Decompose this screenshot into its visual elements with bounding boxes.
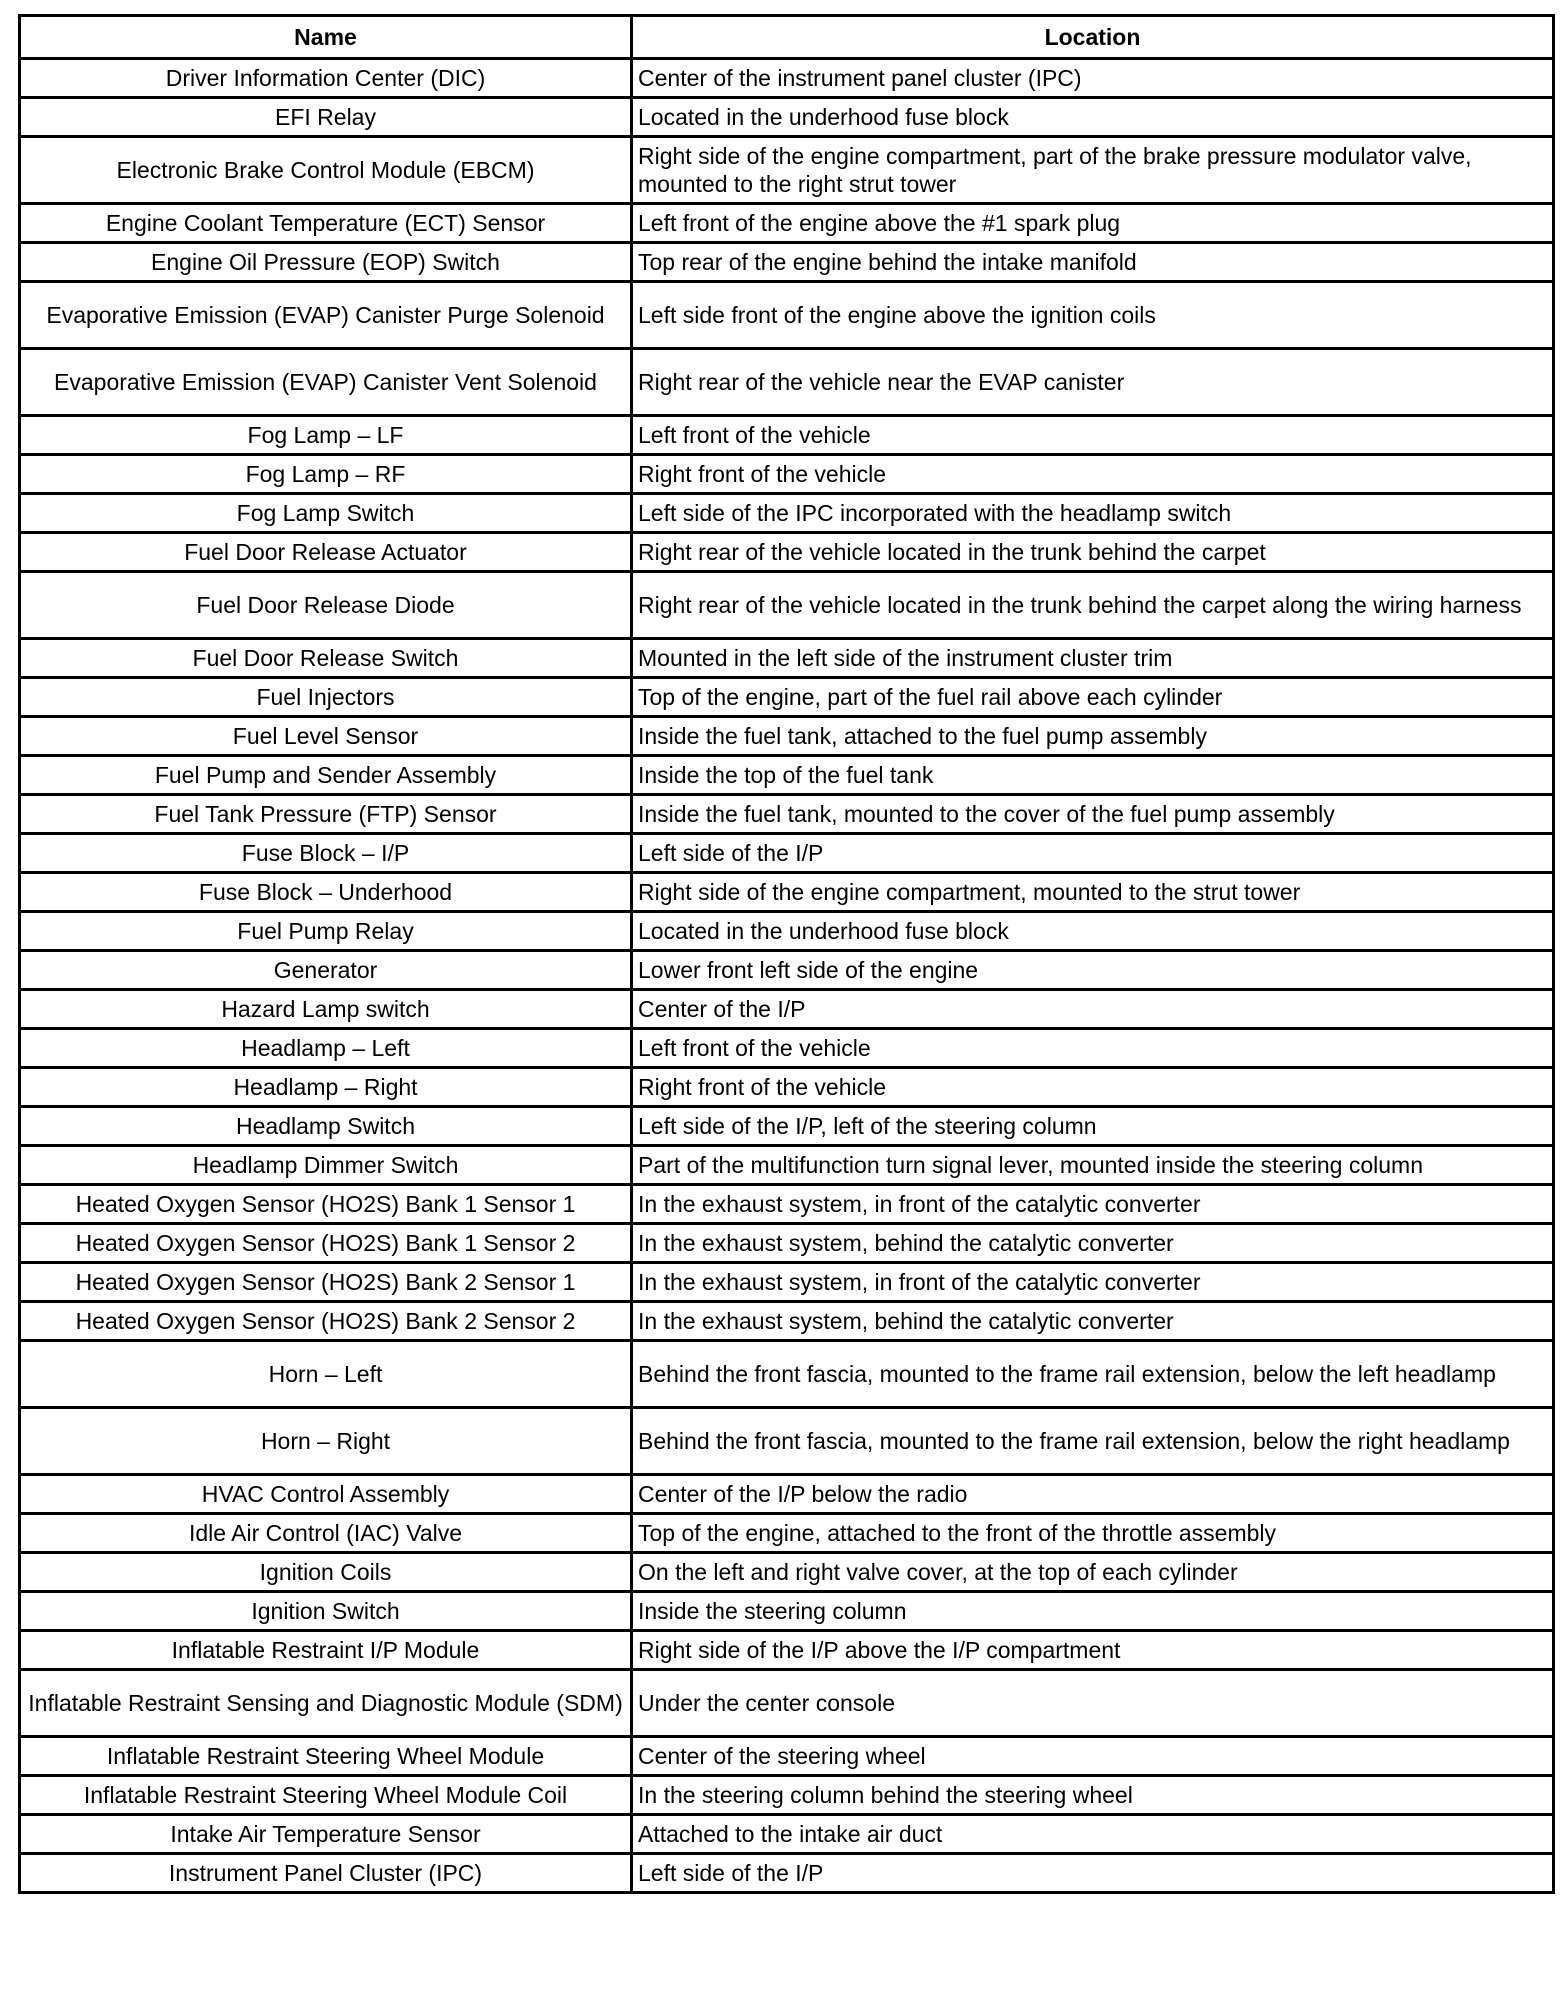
table-row [20, 1854, 1554, 1893]
table-row [20, 1068, 1554, 1107]
table-row [20, 873, 1554, 912]
header-name: Name [20, 16, 632, 59]
component-location-cell: Located in the underhood fuse block [632, 912, 1554, 951]
component-location-cell: Right front of the vehicle [632, 1068, 1554, 1107]
component-location-cell: In the exhaust system, behind the catalytic converter [632, 1302, 1554, 1341]
table-row [20, 795, 1554, 834]
component-location-cell: Left side of the I/P [632, 1854, 1554, 1893]
table-row [20, 1302, 1554, 1341]
component-name-cell: Headlamp Dimmer Switch [20, 1146, 632, 1185]
table-body [20, 59, 1554, 1893]
table-row [20, 1514, 1554, 1553]
table-row [20, 1815, 1554, 1854]
component-location-cell: Top rear of the engine behind the intake manifold [632, 243, 1554, 282]
table-row [20, 349, 1554, 416]
component-name-cell: Fog Lamp – RF [20, 455, 632, 494]
component-location-cell: In the exhaust system, behind the catalytic converter [632, 1224, 1554, 1263]
component-name-cell: Heated Oxygen Sensor (HO2S) Bank 1 Sensor 2 [20, 1224, 632, 1263]
component-name-cell: Driver Information Center (DIC) [20, 59, 632, 98]
table-row [20, 834, 1554, 873]
component-location-cell: Left front of the vehicle [632, 416, 1554, 455]
table-row [20, 1776, 1554, 1815]
table-row [20, 1475, 1554, 1514]
table-row [20, 1670, 1554, 1737]
component-name-cell: Hazard Lamp switch [20, 990, 632, 1029]
component-name-cell: Fuel Door Release Diode [20, 572, 632, 639]
component-location-cell: Inside the fuel tank, attached to the fuel pump assembly [632, 717, 1554, 756]
table-row [20, 98, 1554, 137]
component-name-cell: Fuel Pump Relay [20, 912, 632, 951]
component-name-cell: Horn – Right [20, 1408, 632, 1475]
component-name-cell: Ignition Coils [20, 1553, 632, 1592]
component-location-cell: Attached to the intake air duct [632, 1815, 1554, 1854]
table-row [20, 1029, 1554, 1068]
component-location-cell: On the left and right valve cover, at the top of each cylinder [632, 1553, 1554, 1592]
component-location-cell: Under the center console [632, 1670, 1554, 1737]
component-location-cell: Located in the underhood fuse block [632, 98, 1554, 137]
component-name-cell: Electronic Brake Control Module (EBCM) [20, 137, 632, 204]
component-location-cell: Right side of the engine compartment, part of the brake pressure modulator valve, mounted to the right strut tower [632, 137, 1554, 204]
component-location-cell: Behind the front fascia, mounted to the frame rail extension, below the left headlamp [632, 1341, 1554, 1408]
component-location-table [18, 14, 1555, 1894]
table-header-row [20, 16, 1554, 59]
component-name-cell: Inflatable Restraint Steering Wheel Module [20, 1737, 632, 1776]
component-name-cell: Evaporative Emission (EVAP) Canister Vent Solenoid [20, 349, 632, 416]
component-location-cell: Left side of the I/P, left of the steering column [632, 1107, 1554, 1146]
component-location-cell: Center of the I/P below the radio [632, 1475, 1554, 1514]
component-location-cell: Top of the engine, part of the fuel rail above each cylinder [632, 678, 1554, 717]
component-name-cell: HVAC Control Assembly [20, 1475, 632, 1514]
table-row [20, 1408, 1554, 1475]
component-location-cell: Left side of the IPC incorporated with the headlamp switch [632, 494, 1554, 533]
component-name-cell: Fuel Pump and Sender Assembly [20, 756, 632, 795]
header-location: Location [632, 16, 1554, 59]
table-row [20, 756, 1554, 795]
component-name-cell: Inflatable Restraint Steering Wheel Module Coil [20, 1776, 632, 1815]
table-row [20, 1553, 1554, 1592]
table-row [20, 678, 1554, 717]
table-row [20, 1107, 1554, 1146]
component-location-cell: Part of the multifunction turn signal lever, mounted inside the steering column [632, 1146, 1554, 1185]
component-name-cell: Fuse Block – Underhood [20, 873, 632, 912]
component-name-cell: Heated Oxygen Sensor (HO2S) Bank 2 Sensor 2 [20, 1302, 632, 1341]
component-location-cell: Inside the steering column [632, 1592, 1554, 1631]
component-location-cell: Behind the front fascia, mounted to the frame rail extension, below the right headlamp [632, 1408, 1554, 1475]
component-location-cell: Lower front left side of the engine [632, 951, 1554, 990]
table-row [20, 1146, 1554, 1185]
component-location-cell: Center of the steering wheel [632, 1737, 1554, 1776]
component-location-cell: In the exhaust system, in front of the catalytic converter [632, 1185, 1554, 1224]
component-location-cell: In the exhaust system, in front of the catalytic converter [632, 1263, 1554, 1302]
component-name-cell: Evaporative Emission (EVAP) Canister Purge Solenoid [20, 282, 632, 349]
component-name-cell: Engine Coolant Temperature (ECT) Sensor [20, 204, 632, 243]
table-row [20, 1224, 1554, 1263]
component-name-cell: Inflatable Restraint Sensing and Diagnostic Module (SDM) [20, 1670, 632, 1737]
component-name-cell: Intake Air Temperature Sensor [20, 1815, 632, 1854]
component-location-cell: Inside the fuel tank, mounted to the cover of the fuel pump assembly [632, 795, 1554, 834]
table-row [20, 455, 1554, 494]
component-location-cell: Right rear of the vehicle located in the trunk behind the carpet along the wiring harness [632, 572, 1554, 639]
table-row [20, 243, 1554, 282]
component-location-cell: Left side of the I/P [632, 834, 1554, 873]
component-location-cell: Right rear of the vehicle located in the trunk behind the carpet [632, 533, 1554, 572]
table-row [20, 1263, 1554, 1302]
component-name-cell: Heated Oxygen Sensor (HO2S) Bank 1 Sensor 1 [20, 1185, 632, 1224]
component-name-cell: Fuel Door Release Switch [20, 639, 632, 678]
component-name-cell: Fuel Door Release Actuator [20, 533, 632, 572]
table-row [20, 717, 1554, 756]
component-location-cell: Mounted in the left side of the instrument cluster trim [632, 639, 1554, 678]
component-name-cell: Headlamp – Right [20, 1068, 632, 1107]
table-row [20, 137, 1554, 204]
component-name-cell: Generator [20, 951, 632, 990]
table-row [20, 1737, 1554, 1776]
component-name-cell: Headlamp – Left [20, 1029, 632, 1068]
component-name-cell: Fuel Injectors [20, 678, 632, 717]
component-name-cell: Inflatable Restraint I/P Module [20, 1631, 632, 1670]
component-name-cell: Horn – Left [20, 1341, 632, 1408]
table-row [20, 1185, 1554, 1224]
component-location-cell: Inside the top of the fuel tank [632, 756, 1554, 795]
component-name-cell: Fuel Level Sensor [20, 717, 632, 756]
component-location-cell: Center of the I/P [632, 990, 1554, 1029]
component-name-cell: EFI Relay [20, 98, 632, 137]
component-location-cell: Right front of the vehicle [632, 455, 1554, 494]
table-row [20, 494, 1554, 533]
table-row [20, 59, 1554, 98]
table-row [20, 951, 1554, 990]
component-location-cell: Center of the instrument panel cluster (IPC) [632, 59, 1554, 98]
table-row [20, 572, 1554, 639]
component-name-cell: Headlamp Switch [20, 1107, 632, 1146]
component-location-cell: Right rear of the vehicle near the EVAP canister [632, 349, 1554, 416]
component-name-cell: Idle Air Control (IAC) Valve [20, 1514, 632, 1553]
component-name-cell: Fog Lamp Switch [20, 494, 632, 533]
component-name-cell: Fog Lamp – LF [20, 416, 632, 455]
table-row [20, 990, 1554, 1029]
table-row [20, 912, 1554, 951]
component-name-cell: Heated Oxygen Sensor (HO2S) Bank 2 Sensor 1 [20, 1263, 632, 1302]
table-row [20, 416, 1554, 455]
component-name-cell: Ignition Switch [20, 1592, 632, 1631]
component-location-cell: Left side front of the engine above the ignition coils [632, 282, 1554, 349]
component-location-cell: In the steering column behind the steering wheel [632, 1776, 1554, 1815]
component-location-cell: Right side of the I/P above the I/P compartment [632, 1631, 1554, 1670]
table-row [20, 533, 1554, 572]
table-row [20, 1592, 1554, 1631]
component-location-cell: Left front of the vehicle [632, 1029, 1554, 1068]
component-location-cell: Right side of the engine compartment, mounted to the strut tower [632, 873, 1554, 912]
component-name-cell: Fuel Tank Pressure (FTP) Sensor [20, 795, 632, 834]
component-name-cell: Fuse Block – I/P [20, 834, 632, 873]
table-row [20, 1631, 1554, 1670]
table-row [20, 1341, 1554, 1408]
component-name-cell: Engine Oil Pressure (EOP) Switch [20, 243, 632, 282]
table-row [20, 282, 1554, 349]
table-row [20, 639, 1554, 678]
component-location-cell: Left front of the engine above the #1 spark plug [632, 204, 1554, 243]
component-name-cell: Instrument Panel Cluster (IPC) [20, 1854, 632, 1893]
component-location-cell: Top of the engine, attached to the front of the throttle assembly [632, 1514, 1554, 1553]
table-row [20, 204, 1554, 243]
